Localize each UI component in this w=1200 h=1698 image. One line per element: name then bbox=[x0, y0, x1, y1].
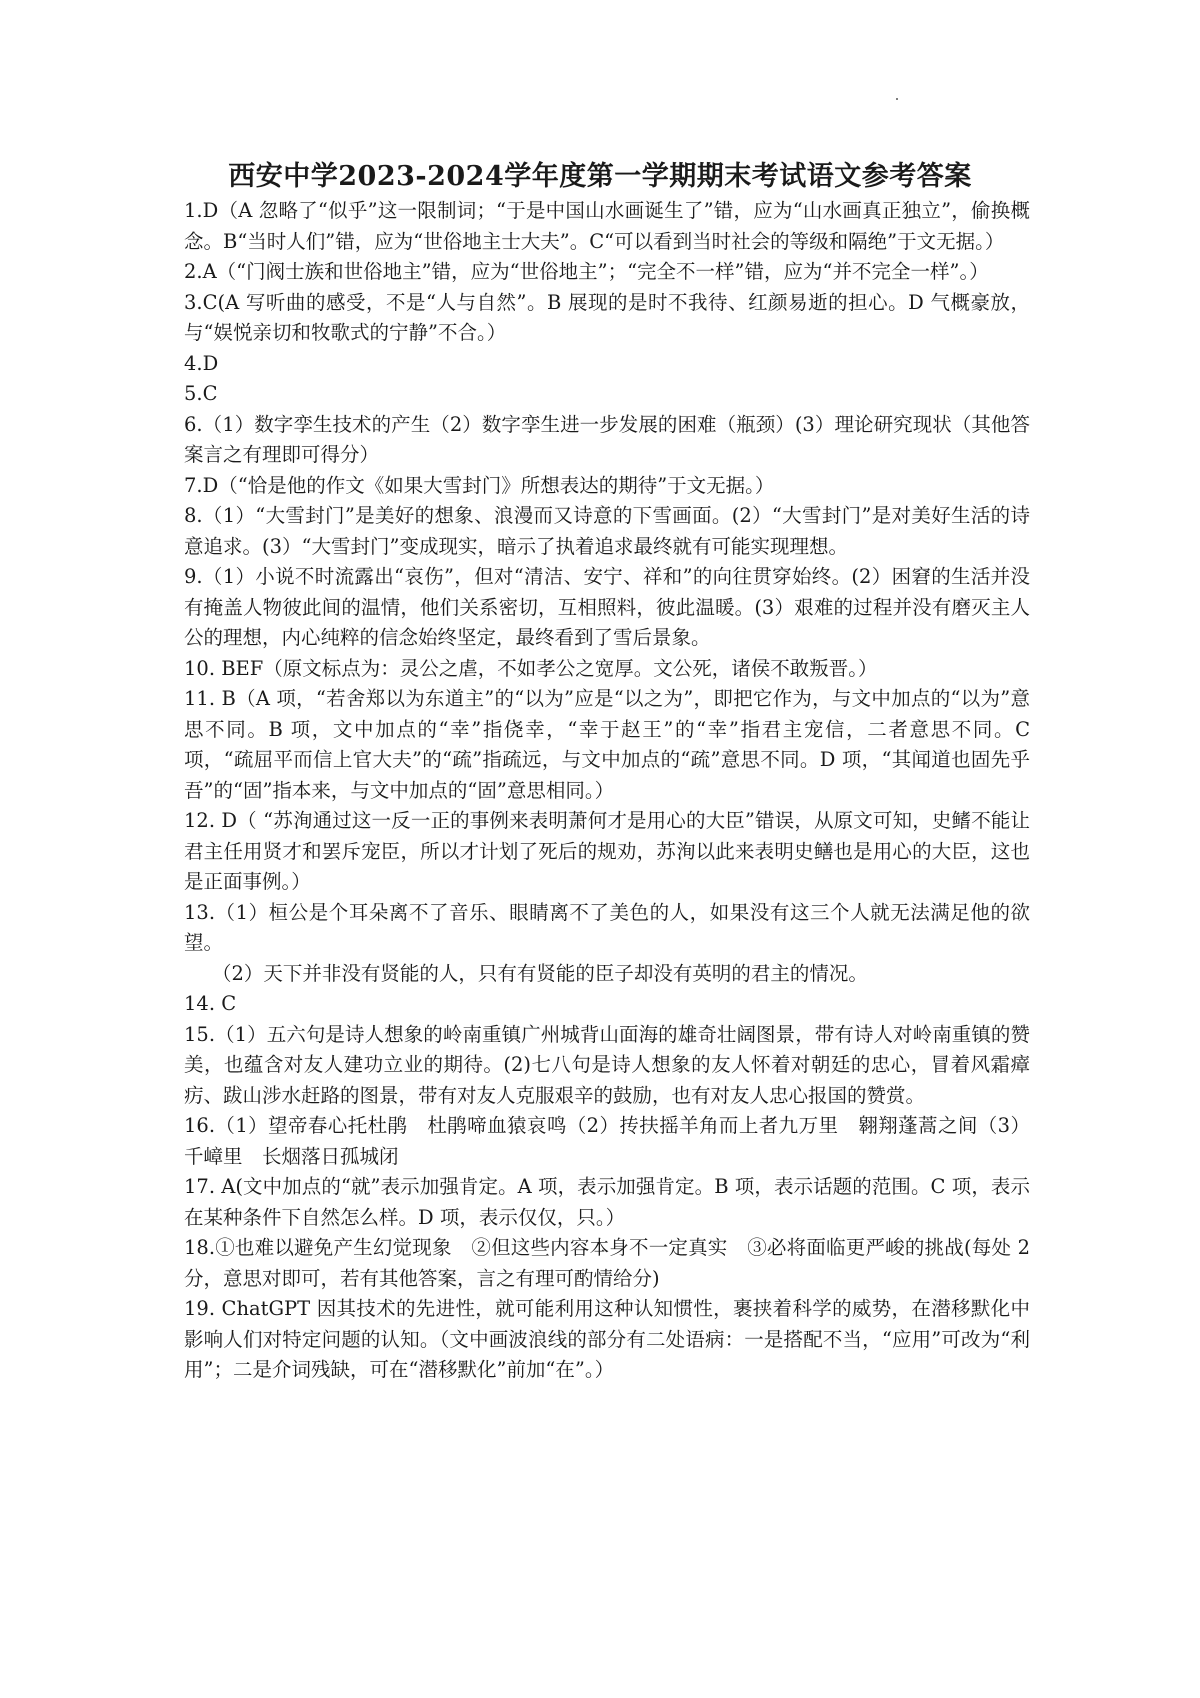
answer-14: 14. C bbox=[184, 992, 237, 1015]
answer-9: 9.（1）小说不时流露出“哀伤”，但对“清洁、安宁、祥和”的向往贯穿始终。(2）困窘的生活并没有掩盖人物彼此间的温情，他们关系密切，互相照料，彼此温暖。(3）艰难的过程并没有磨灭主人公的理想，内心纯粹的信念始终坚定，最终看到了雪后景象。 bbox=[184, 565, 1030, 649]
answer-17: 17. A(文中加点的“就”表示加强肯定。A 项，表示加强肯定。B 项，表示话题的范围。C 项，表示在某种条件下自然怎么样。D 项，表示仅仅，只。） bbox=[184, 1175, 1030, 1229]
answer-8: 8.（1）“大雪封门”是美好的想象、浪漫而又诗意的下雪画面。(2）“大雪封门”是对美好生活的诗意追求。(3）“大雪封门”变成现实，暗示了执着追求最终就有可能实现理想。 bbox=[184, 504, 1030, 558]
answer-6: 6.（1）数字孪生技术的产生（2）数字孪生进一步发展的困难（瓶颈）(3）理论研究现状（其他答案言之有理即可得分） bbox=[184, 412, 1030, 466]
answer-13-part-1: 13.（1）桓公是个耳朵离不了音乐、眼睛离不了美色的人，如果没有这三个人就无法满足他的欲望。 bbox=[184, 900, 1030, 954]
answer-2: 2.A（“门阀士族和世俗地主”错，应为“世俗地主”；“完全不一样”错，应为“并不完全一样”。） bbox=[184, 260, 989, 283]
answer-5: 5.C bbox=[184, 382, 218, 405]
answer-list bbox=[184, 196, 1030, 1386]
answer-15: 15.（1）五六句是诗人想象的岭南重镇广州城背山面海的雄奇壮阔图景，带有诗人对岭南重镇的赞美，也蕴含对友人建功立业的期待。(2)七八句是诗人想象的友人怀着对朝廷的忠心，冒着风霜瘴疠、跋山涉水赶路的图景，带有对友人克服艰辛的鼓励，也有对友人忠心报国的赞赏。 bbox=[184, 1022, 1030, 1107]
answer-13-part-2: （2）天下并非没有贤能的人，只有有贤能的臣子却没有英明的君主的情况。 bbox=[212, 961, 868, 985]
answer-18: 18.①也难以避免产生幻觉现象 ②但这些内容本身不一定真实 ③必将面临更严峻的挑战(每处 2 分，意思对即可，若有其他答案，言之有理可酌情给分) bbox=[184, 1236, 1030, 1290]
answer-11: 11. B（A 项，“若舍郑以为东道主”的“以为”应是“以之为”，即把它作为，与文中加点的“以为”意思不同。B 项，文中加点的“幸”指侥幸，“幸于赵王”的“幸”指君主宠信，二者意思不同。C 项，“疏屈平而信上官大夫”的“疏”指疏远，与文中加点的“疏”意思不同。D 项，“其闻道也固先乎吾”的“固”指本来，与文中加点的“固”意思相同。） bbox=[184, 687, 1030, 802]
answer-4: 4.D bbox=[184, 351, 219, 375]
answer-1: 1.D（A 忽略了“似乎”这一限制词；“于是中国山水画诞生了”错，应为“山水画真正独立”，偷换概念。B“当时人们”错，应为“世俗地主士大夫”。C“可以看到当时社会的等级和隔绝”于文无据。） bbox=[184, 199, 1030, 253]
scan-speck bbox=[896, 98, 898, 100]
answer-16: 16.（1）望帝春心托杜鹃 杜鹃啼血猿哀鸣（2）抟扶摇羊角而上者九万里 翱翔蓬蒿之间（3）千嶂里 长烟落日孤城闭 bbox=[184, 1114, 1030, 1168]
answer-12: 12. D（ “苏洵通过这一反一正的事例来表明萧何才是用心的大臣”错误，从原文可知，史鳍不能让君主任用贤才和罢斥宠臣，所以才计划了死后的规劝，苏洵以此来表明史鳝也是用心的大臣，这也是正面事例。） bbox=[184, 809, 1030, 893]
answer-10: 10. BEF（原文标点为：灵公之虐，不如孝公之宽厚。文公死，诸侯不敢叛晋。） bbox=[184, 656, 878, 680]
page-title: 西安中学2023-2024学年度第一学期期末考试语文参考答案 bbox=[228, 161, 972, 192]
answer-19: 19. ChatGPT 因其技术的先进性，就可能利用这种认知惯性，裹挟着科学的威势，在潜移默化中影响人们对特定问题的认知。（文中画波浪线的部分有二处语病：一是搭配不当，“应用”可改为“利用”；二是介词残缺，可在“潜移默化”前加“在”。） bbox=[184, 1297, 1030, 1381]
answer-3: 3.C(A 写听曲的感受，不是“人与自然”。B 展现的是时不我待、红颜易逝的担心。D 气概豪放，与“娱悦亲切和牧歌式的宁静”不合。） bbox=[184, 290, 1030, 344]
answer-7: 7.D（“恰是他的作文《如果大雪封门》所想表达的期待”于文无据。） bbox=[184, 473, 775, 497]
